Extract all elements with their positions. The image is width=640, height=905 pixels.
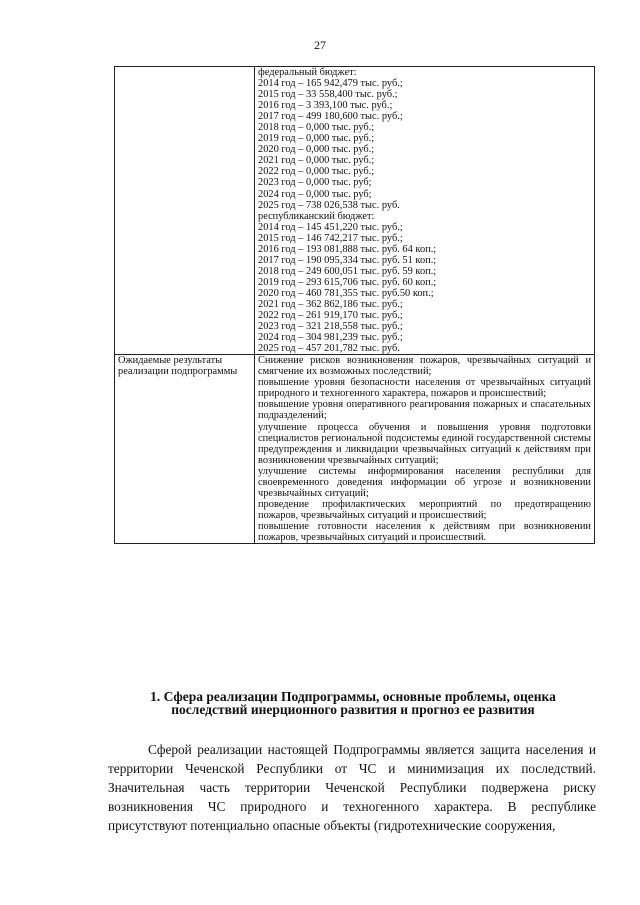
federal-budget-line: 2025 год – 738 026,538 тыс. руб. — [258, 199, 400, 211]
federal-budget-line: 2021 год – 0,000 тыс. руб.; — [258, 155, 375, 167]
republic-budget-line: 2018 год – 249 600,051 тыс. руб. 59 коп.; — [258, 265, 437, 277]
republic-budget-line: 2023 год – 321 218,558 тыс. руб.; — [258, 321, 403, 333]
expected-result-item: повышение готовности населения к действиям при возникновении пожаров, чрезвычайных ситуаций и происшествий. — [258, 520, 591, 543]
expected-result-item: улучшение процесса обучения и повышения уровня подготовки специалистов региональной подсистемы единой государственной системы предупреждения и ликвидации чрезвычайных ситуаций к действиям при возникновении чрезвычайных ситуаций; — [258, 421, 591, 466]
republic-budget-line: 2017 год – 190 095,334 тыс. руб. 51 коп.; — [258, 254, 437, 266]
expected-result-item: Снижение рисков возникновения пожаров, чрезвычайных ситуаций и смягчение их возможных последствий; — [258, 355, 591, 378]
expected-results-cell — [255, 355, 595, 544]
section-title-line: 1. Сфера реализации Подпрограммы, основные проблемы, оценка — [150, 689, 556, 704]
federal-budget-line: 2022 год – 0,000 тыс. руб.; — [258, 166, 375, 178]
republic-budget-line: 2019 год – 293 615,706 тыс. руб. 60 коп.; — [258, 276, 437, 288]
republic-budget-line: 2016 год – 193 081,888 тыс. руб. 64 коп.; — [258, 243, 437, 255]
republic-budget-label: республиканский бюджет: — [258, 210, 375, 222]
federal-budget-line: 2020 год – 0,000 тыс. руб.; — [258, 144, 375, 156]
expected-result-item: улучшение системы информирования населения республики для своевременного доведения информации об угрозе и возникновении чрезвычайных ситуаций; — [258, 465, 591, 499]
republic-budget-line: 2021 год – 362 862,186 тыс. руб.; — [258, 298, 403, 310]
federal-budget-line: 2018 год – 0,000 тыс. руб.; — [258, 122, 375, 134]
federal-budget-line: 2015 год – 33 558,400 тыс. руб.; — [258, 89, 398, 101]
section-title — [108, 690, 598, 716]
section-title-line: последствий инерционного развития и прогноз ее развития — [171, 702, 535, 717]
federal-budget-line: 2014 год – 165 942,479 тыс. руб.; — [258, 78, 403, 90]
republic-budget-line: 2015 год – 146 742,217 тыс. руб.; — [258, 232, 403, 244]
funding-row — [115, 67, 595, 355]
republic-budget-line: 2020 год – 460 781,355 тыс. руб.50 коп.; — [258, 287, 434, 299]
federal-budget-line: 2019 год – 0,000 тыс. руб.; — [258, 133, 375, 145]
expected-result-item: повышение уровня оперативного реагирования пожарных и спасательных подразделений; — [258, 399, 591, 422]
republic-budget-line: 2025 год – 457 201,782 тыс. руб. — [258, 343, 400, 355]
federal-budget-line: 2017 год – 499 180,600 тыс. руб.; — [258, 111, 403, 123]
federal-budget-line: 2016 год – 3 393,100 тыс. руб.; — [258, 100, 393, 112]
republic-budget-line: 2024 год – 304 981,239 тыс. руб.; — [258, 332, 403, 344]
federal-budget-label: федеральный бюджет: — [258, 67, 357, 78]
expected-results-label: Ожидаемые результаты реализации подпрограммы — [115, 355, 255, 544]
page-number: 27 — [314, 38, 326, 52]
republic-budget-line: 2014 год – 145 451,220 тыс. руб.; — [258, 221, 403, 233]
subprogram-passport-table — [114, 66, 595, 544]
republic-budget-line: 2022 год – 261 919,170 тыс. руб.; — [258, 310, 403, 322]
expected-results-row — [115, 355, 595, 544]
expected-result-item: проведение профилактических мероприятий по предотвращению пожаров, чрезвычайных ситуаций и происшествий; — [258, 498, 591, 521]
funding-label-cell — [115, 67, 255, 355]
federal-budget-line: 2023 год – 0,000 тыс. руб; — [258, 177, 372, 189]
body-paragraph: Сферой реализации настоящей Подпрограммы является защита населения и территории Чеченской Республики от ЧС и минимизация их последствий. Значительная часть территории Чеченской Республики подвержена риску возникновения ЧС природного и техногенного характера. В республике присутствуют потенциально опасные объекты (гидротехнические сооружения, — [108, 742, 596, 833]
expected-result-item: повышение уровня безопасности населения от чрезвычайных ситуаций природного и техногенного характера, пожаров и происшествий; — [258, 377, 591, 400]
federal-budget-line: 2024 год – 0,000 тыс. руб; — [258, 188, 372, 200]
funding-values-cell — [255, 67, 595, 355]
